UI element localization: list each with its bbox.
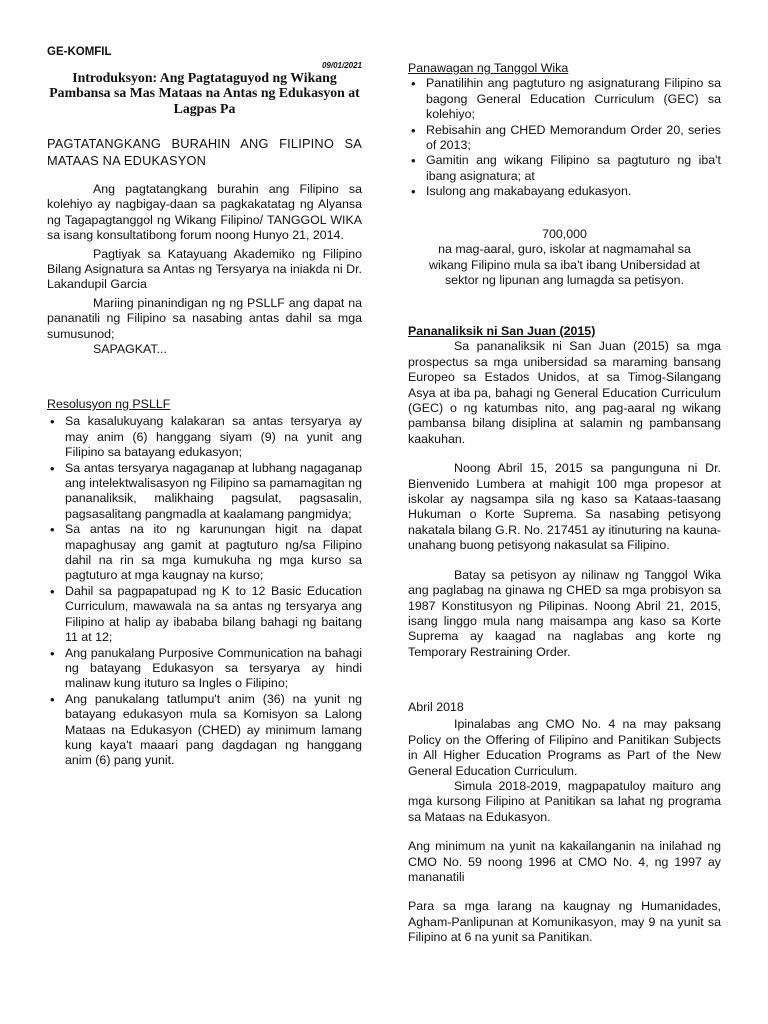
list-item: • Ang panukalang tatlumpu't anim (36) na yunit ng batayang edukasyon mula sa Komisyon sa Lalong Mataas na Edukasyon (CHED) ay minimum lamang kung kaya't maaari pang dagdagan ng hanggang anim (6) pang yunit. <box>47 692 362 769</box>
panawagan-heading: Panawagan ng Tanggol Wika <box>408 61 569 75</box>
abril-paragraph-1: Ipinalabas ang CMO No. 4 na may paksang Policy on the Offering of Filipino and Panitikan Subjects in All Higher Education Programs as Part of the New General Education Curriculum. <box>408 717 721 778</box>
list-item: • Gamitin ang wikang Filipino sa pagtuturo ng iba't ibang asignatura; at <box>408 153 721 184</box>
list-item: • Sa kasalukuyang kalakaran sa antas tersyarya ay may anim (6) hanggang siyam (9) na yunit ang Filipino sa batayang edukasyon; <box>47 414 362 460</box>
section-subtitle: PAGTATANGKANG BURAHIN ANG FILIPINO SA MATAAS NA EDUKASYON <box>47 136 362 168</box>
petition-section <box>408 227 721 289</box>
abril-heading: Abril 2018 <box>408 700 464 714</box>
resolusyon-heading: Resolusyon ng PSLLF <box>47 397 171 411</box>
list-item: • Ang panukalang Purposive Communication na bahagi ng batayang Edukasyon sa tersyarya ay hindi malinaw kung ituturo sa Ingles o Filipino; <box>47 646 362 692</box>
petition-count: 700,000 <box>542 227 587 241</box>
list-item: • Sa antas tersyarya nagaganap at lubhang nagaganap ang intelektwalisasyon ng Filipino sa pamamagitan ng pananaliksik, malikhaing pagsulat, pagsasalin, pagsasalitang pangmadla at kaalamang pangmidya; <box>47 461 362 523</box>
list-item: • Isulong ang makabayang edukasyon. <box>408 184 721 199</box>
pananaliksik-paragraph-1: Sa pananaliksik ni San Juan (2015) sa mga prospectus sa mga unibersidad sa maraming bansang Europeo sa Estados Unidos, at sa Timog-Silangang Asya at iba pa, bahagi ng General Education Curriculum (GEC) o ng katumbas nito, ang pag-aaral ng wikang pambansa bilang disiplina at salamin ng pambansang kaakuhan. <box>408 339 721 446</box>
course-code: GE-KOMFIL <box>47 46 112 58</box>
pananaliksik-heading: Pananaliksik ni San Juan (2015) <box>408 324 596 338</box>
intro-paragraph-2: Pagtiyak sa Katayuang Akademiko ng Filipino Bilang Asignatura sa Antas ng Tersyarya na iniakda ni Dr. Lakandupil Garcia <box>47 246 362 292</box>
list-item: • Rebisahin ang CHED Memorandum Order 20, series of 2013; <box>408 123 721 154</box>
intro-section <box>47 182 362 357</box>
resolusyon-section <box>47 397 362 769</box>
intro-paragraph-4: SAPAGKAT... <box>93 342 167 357</box>
pananaliksik-paragraph-2: Noong Abril 15, 2015 sa pangunguna ni Dr. Bienvenido Lumbera at mahigit 100 mga propesor at iskolar ay nagsampa sila ng kaso sa Kataas-taasang Hukuman o Korte Suprema. Sa nasabing petisyong nakatala bilang G.R. No. 217451 ay itinuturing na kauna-unahang buong petisyong nakasulat sa Filipino. <box>408 461 721 553</box>
list-item: • Panatilihin ang pagtuturo ng asignaturang Filipino sa bagong General Education Curriculum (GEC) sa kolehiyo; <box>408 76 721 122</box>
list-item: • Sa antas na ito ng karunungan higit na dapat mapaghusay ang gamit at pagtuturo ng/sa Filipino dahil na rin sa mga kumukuha ng mga kurso sa pagtuturo at mga kaugnay na kurso; <box>47 522 362 584</box>
document-title: Introduksyon: Ang Pagtataguyod ng Wikang Pambansa sa Mas Mataas na Antas ng Edukasyon at Lagpas Pa <box>49 70 360 116</box>
pananaliksik-paragraph-3: Batay sa petisyon ay nilinaw ng Tanggol Wika ang paglabag na ginawa ng CHED sa mga probisyon sa 1987 Konstitusyon ng Pilipinas. Noong Abril 21, 2015, isang linggo mula nang maisampa ang kaso sa Korte Suprema ay kaagad na naglabas ang korte ng Temporary Restraining Order. <box>408 567 721 659</box>
petition-text: na mag-aaral, guro, iskolar at nagmamahal sa wikang Filipino mula sa iba't ibang Unibersidad at sektor ng lipunan ang lumagda sa petisyon. <box>429 242 700 288</box>
abril-paragraph-3: Ang minimum na yunit na kakailanganin na inilahad ng CMO No. 59 noong 1996 at CMO No. 4, ng 1997 ay mananatili <box>408 839 721 885</box>
intro-paragraph-3: Mariing pinanindigan ng ng PSLLF ang dapat na pananatili ng Filipino sa nasabing antas dahil sa mga sumusunod; <box>47 295 362 341</box>
document-date: 09/01/2021 <box>321 61 362 70</box>
abril-paragraph-4: Para sa mga larang na kaugnay ng Humanidades, Agham-Panlipunan at Komunikasyon, may 9 na yunit sa Filipino at 6 na yunit sa Panitikan. <box>408 899 721 945</box>
resolusyon-list <box>47 414 362 768</box>
abril-section <box>408 700 721 946</box>
panawagan-section <box>408 61 721 200</box>
list-item: • Dahil sa pagpapatupad ng K to 12 Basic Education Curriculum, mawawala na sa antas ng tersyarya ang Filipino at halip ay ibababa bilang bahagi ng baitang 11 at 12; <box>47 584 362 646</box>
abril-paragraph-2: Simula 2018-2019, magpapatuloy maituro ang mga kursong Filipino at Panitikan sa lahat ng programa sa Mataas na Edukasyon. <box>408 779 721 824</box>
intro-paragraph-1: Ang pagtatangkang burahin ang Filipino sa kolehiyo ay nagbigay-daan sa pagkakatatag ng Alyansa ng Tagapagtanggol ng Wikang Filipino/ TANGGOL WIKA sa isang konsultatibong forum noong Hunyo 21, 2014. <box>47 182 362 243</box>
panawagan-list <box>408 76 721 199</box>
pananaliksik-section <box>408 324 721 660</box>
